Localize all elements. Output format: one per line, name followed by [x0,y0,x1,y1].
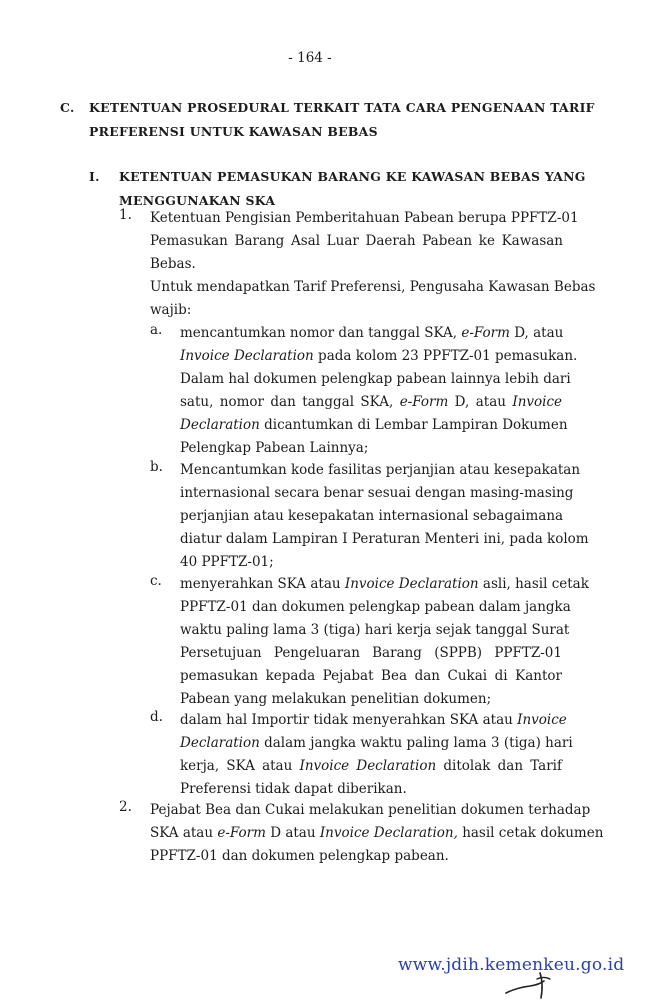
text-run: ditolak dan Tarif [443,758,562,774]
italic-term: Declaration [180,417,260,433]
subitem-letter: b. [150,459,163,475]
subsection-title [119,165,586,213]
section-title [89,96,595,144]
italic-term: Invoice [517,712,567,728]
italic-term: e-Form [461,325,510,341]
text-line: diatur dalam Lampiran I Peraturan Menteri ini, pada kolom [180,531,589,547]
text-line [180,709,567,732]
subsection-title-line: KETENTUAN PEMASUKAN BARANG KE KAWASAN BEBAS YANG [119,169,586,184]
text-line: Pejabat Bea dan Cukai melakukan penelitian dokumen terhadap [150,802,591,818]
text-line: Persetujuan Pengeluaran Barang (SPPB) PPFTZ-01 [180,645,562,661]
text-line: PPFTZ-01 dan dokumen pelengkap pabean. [150,848,449,864]
section-title-line: KETENTUAN PROSEDURAL TERKAIT TATA CARA PENGENAAN TARIF [89,100,595,115]
item-number: 1. [119,207,132,223]
subitem-letter: a. [150,322,163,338]
italic-term: Invoice Declaration [299,758,437,774]
footer-url-link[interactable]: www.jdih.kemenkeu.go.id [398,955,625,975]
text-line: Pemasukan Barang Asal Luar Daerah Pabean ke Kawasan [150,233,563,249]
text-line: Pabean yang melakukan penelitian dokumen; [180,691,492,707]
italic-term: e-Form [399,394,449,410]
item-number: 2. [119,799,132,815]
text-run: hasil cetak dokumen [462,825,604,841]
initial-signature [500,967,560,1000]
text-line: 40 PPFTZ-01; [180,554,274,570]
text-run: satu, nomor dan tanggal SKA, [180,394,394,410]
text-line [180,322,562,345]
subitem-c-text [180,573,589,711]
subitem-letter: d. [150,709,163,725]
text-line: Dalam hal dokumen pelengkap pabean lainnya lebih dari [180,371,571,387]
text-line: perjanjian atau kesepakatan internasional sebagaimana [180,508,564,524]
text-line: Pelengkap Pabean Lainnya; [180,440,369,456]
text-line [180,573,589,596]
text-line: Untuk mendapatkan Tarif Preferensi, Pengusaha Kawasan Bebas [150,279,596,295]
item-2-text [150,799,604,868]
text-run: mencantumkan nomor dan tanggal SKA, [180,325,458,341]
italic-term: Invoice Declaration [180,348,314,364]
text-line [180,732,573,755]
subitem-b-text [180,459,589,574]
italic-term: Invoice Declaration [344,576,479,592]
text-run: D, atau [514,325,564,341]
subsection-number: I. [89,169,100,184]
text-line: Ketentuan Pengisian Pemberitahuan Pabean berupa PPFTZ-01 [150,210,579,226]
text-run: asli, hasil cetak [482,576,589,592]
text-run: D atau [270,825,316,841]
text-line: wajib: [150,302,192,318]
section-letter: C. [60,100,75,115]
text-line [150,822,604,845]
item-1-text [150,207,579,276]
text-run: dicantumkan di Lembar Lampiran Dokumen [264,417,568,433]
text-line [180,414,568,437]
text-line: pemasukan kepada Pejabat Bea dan Cukai di Kantor [180,668,562,684]
text-run: dalam hal Importir tidak menyerahkan SKA atau [180,712,513,728]
text-line: internasional secara benar sesuai dengan masing-masing [180,485,574,501]
subitem-a-text [180,322,578,460]
italic-term: Declaration [180,735,260,751]
text-line: PPFTZ-01 dan dokumen pelengkap pabean dalam jangka [180,599,571,615]
text-line: Mencantumkan kode fasilitas perjanjian atau kesepakatan [180,462,581,478]
text-line: Preferensi tidak dapat diberikan. [180,781,407,797]
section-title-line: PREFERENSI UNTUK KAWASAN BEBAS [89,124,378,139]
page-number: - 164 - [288,50,332,66]
text-line [180,345,578,368]
italic-term: e-Form [217,825,266,841]
italic-term: Invoice [512,394,563,410]
item-1-intro [150,276,596,322]
subsection-title-line: MENGGUNAKAN SKA [119,193,276,208]
subitem-d-text [180,709,573,801]
text-run: dalam jangka waktu paling lama 3 (tiga) hari [264,735,573,751]
text-run: SKA atau [150,825,214,841]
text-run: D, atau [454,394,506,410]
text-line: Bebas. [150,256,196,272]
italic-term: Invoice Declaration, [319,825,458,841]
text-run: pada kolom 23 PPFTZ-01 pemasukan. [318,348,578,364]
text-run: menyerahkan SKA atau [180,576,341,592]
text-line [180,755,562,778]
text-line: waktu paling lama 3 (tiga) hari kerja sejak tanggal Surat [180,622,570,638]
subitem-letter: c. [150,573,162,589]
text-run: kerja, SKA atau [180,758,293,774]
text-line [180,391,562,414]
